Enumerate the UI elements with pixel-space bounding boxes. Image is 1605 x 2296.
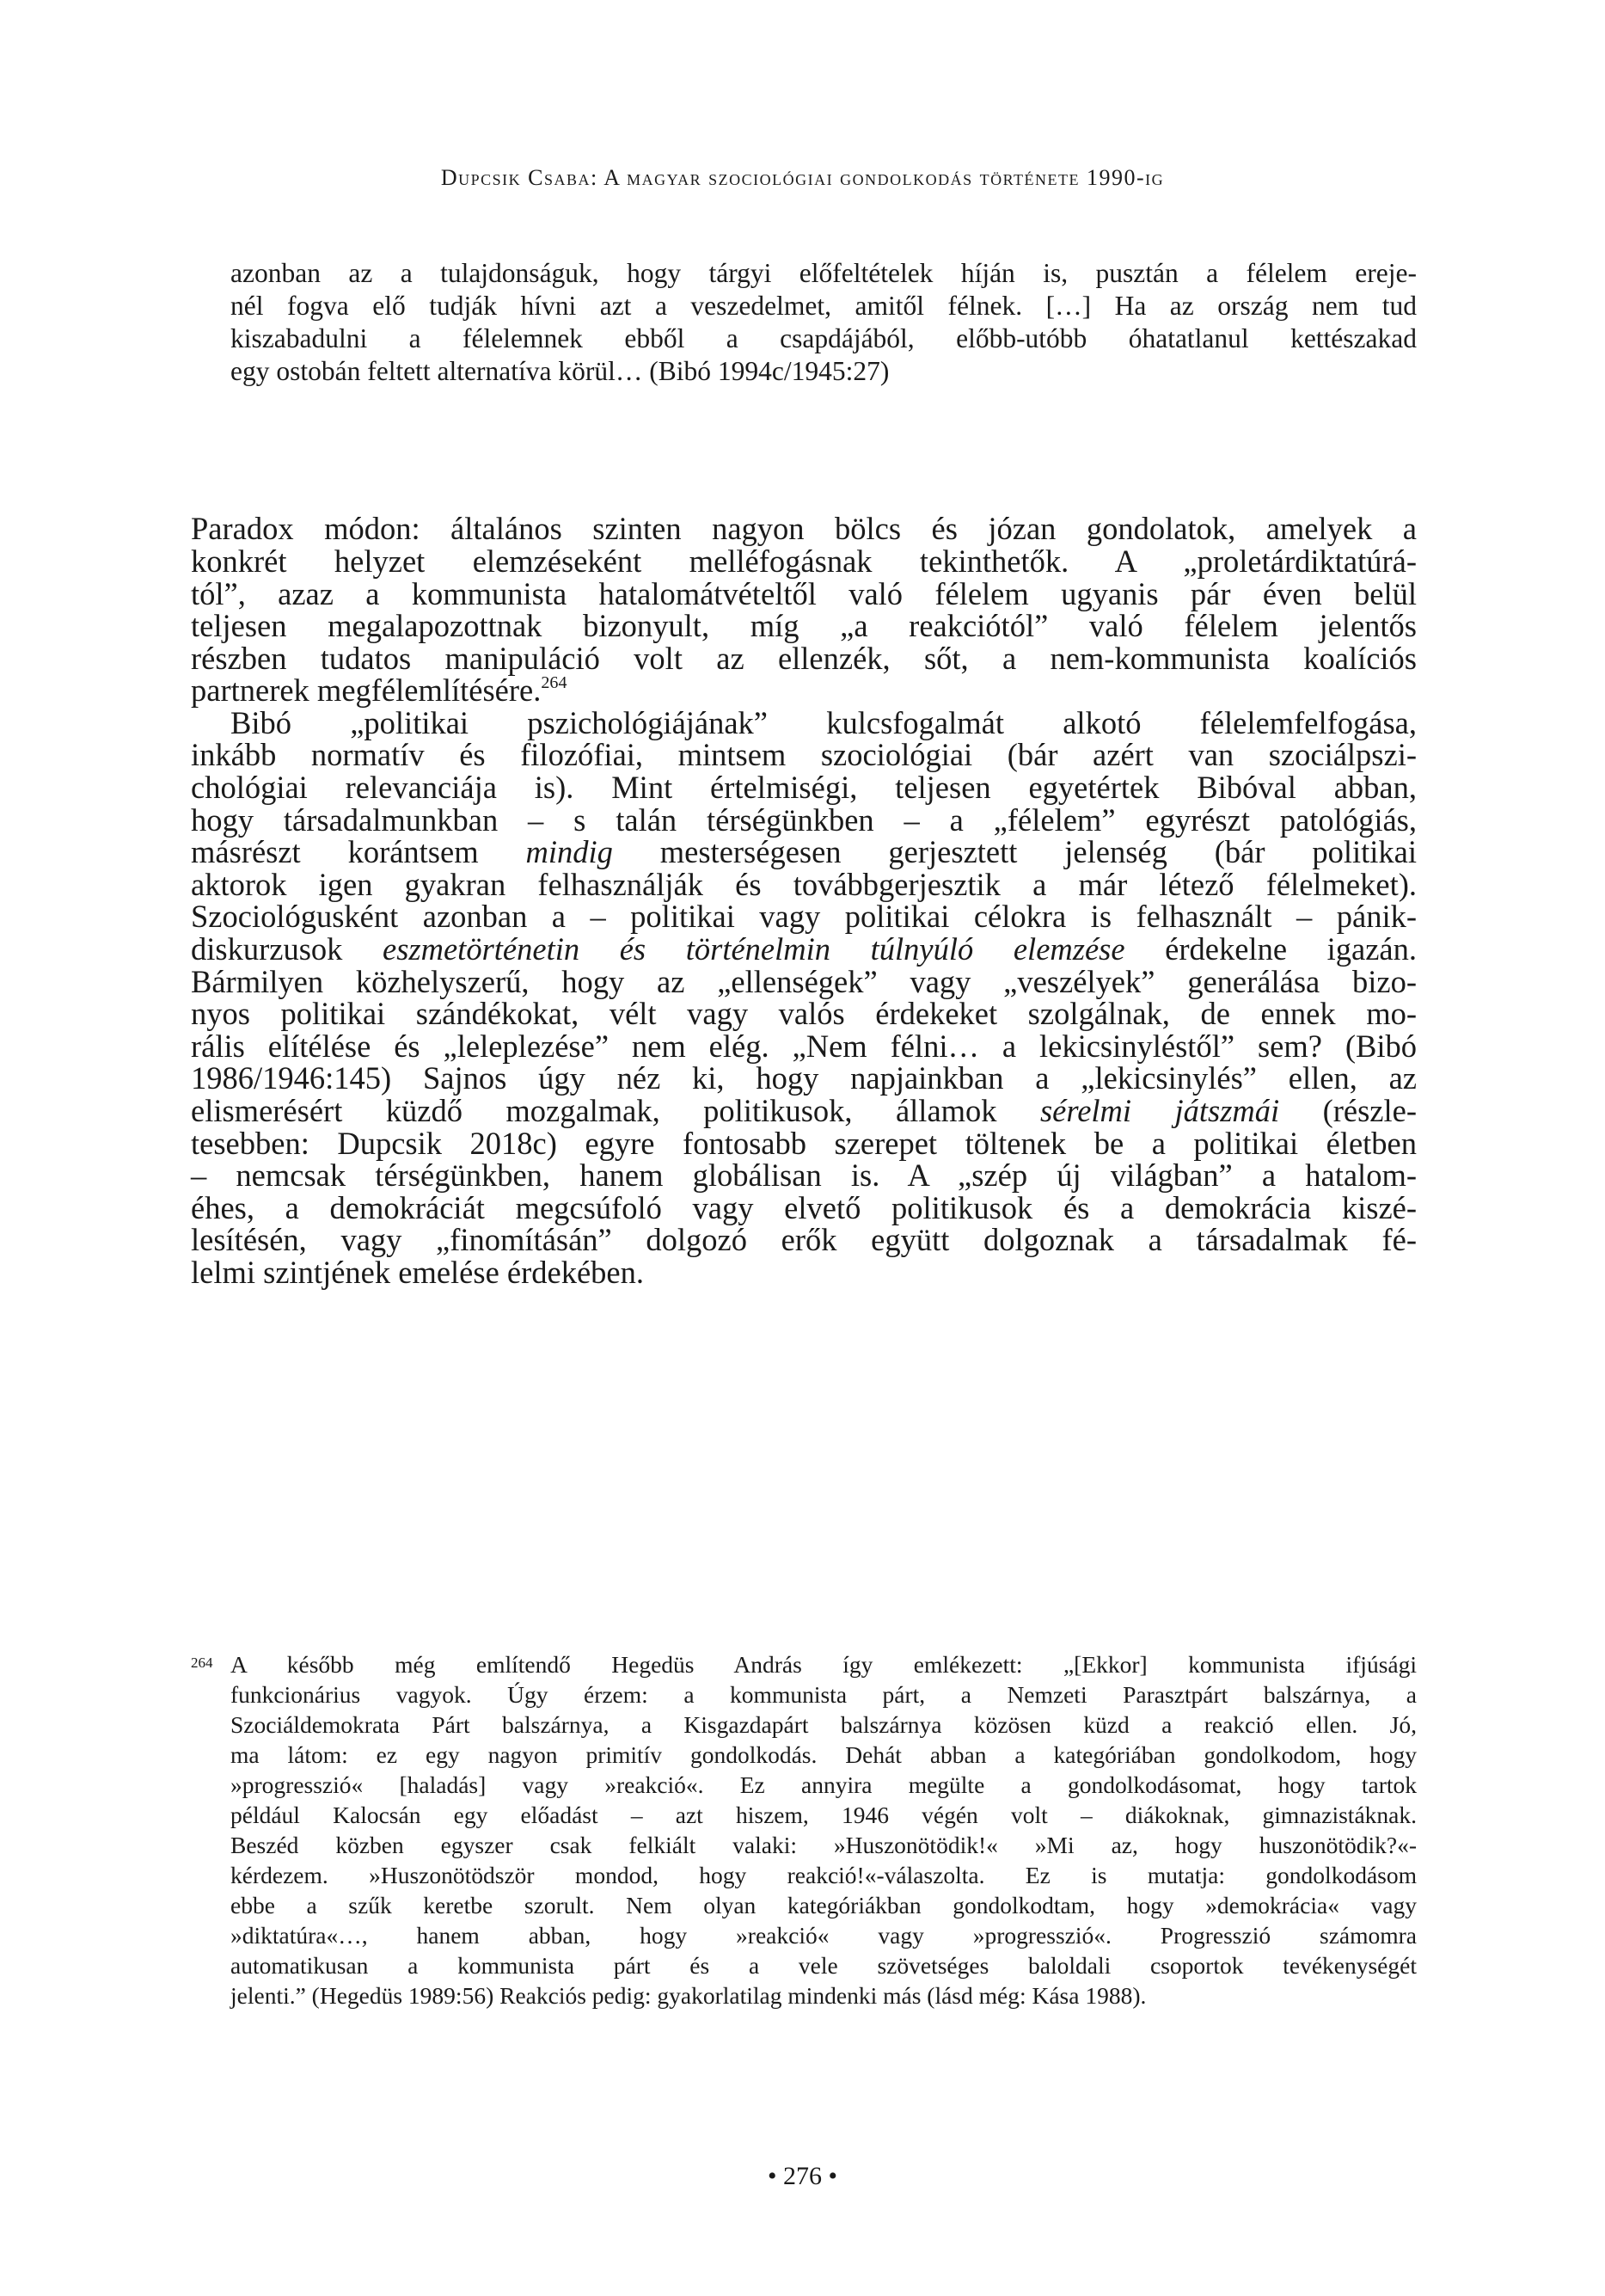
text-run: mesterségesen gerjesztett jelenség (bár politikai [612,834,1417,869]
running-head: Dupcsik Csaba: A magyar szociológiai gondolkodás története 1990-ig [440,165,1165,190]
paragraph-text: partnerek megfélemlítésére. [191,672,542,708]
text-run: érdekelne igazán. [1124,931,1417,967]
page-number: • 276 • [767,2162,837,2190]
text-run: másrészt korántsem [191,834,526,869]
text-run: diskurzusok [191,931,383,967]
emphasis: eszmetörténetin és történelmin túlnyúló elemzése [383,931,1125,967]
footnote-reference[interactable]: 264 [541,672,567,692]
text-run: (részle- [1279,1093,1417,1128]
emphasis: mindig [525,834,613,869]
text-run: elismerésért küzdő mozgalmak, politikusok, államok [191,1093,1040,1128]
footnote-number: 264 [191,1654,213,1671]
emphasis: sérelmi játszmái [1039,1093,1280,1128]
